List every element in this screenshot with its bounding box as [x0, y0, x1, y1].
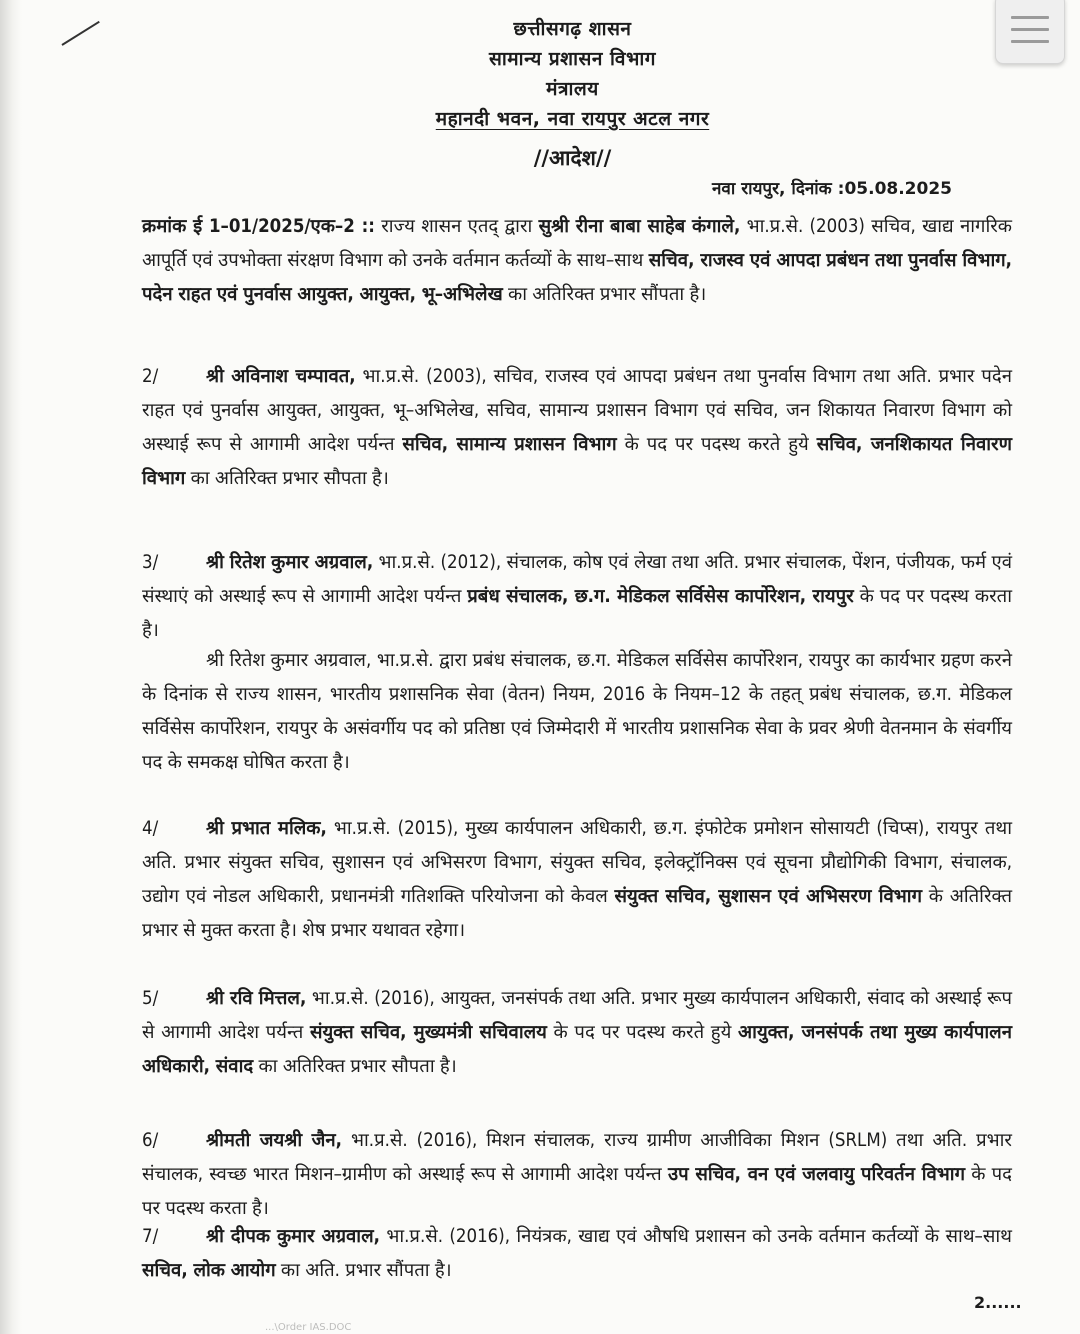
paragraph-3-continuation — [142, 644, 1012, 780]
officer-name: श्री रवि मित्तल, — [206, 988, 307, 1009]
paragraph-text: भा.प्र.से. (2003), सचिव, राजस्व एवं आपदा प्रबंधन तथा पुनर्वास विभाग तथा अति. प्रभार पदेन राहत एवं पुनर्वास आयुक्त, आयुक्त, भू–अभिलेख, सचिव, सामान्य प्रशासन विभाग एवं सचिव, जन शिकायत निवारण विभाग को अस्थाई रूप से आगामी आदेश पर्यन्त — [142, 366, 1012, 455]
paragraph-text: का अतिरिक्त प्रभार सौपता है। — [253, 1056, 457, 1077]
paragraph-text: भा.प्र.से. (2012), संचालक, कोष एवं लेखा तथा अति. प्रभार संचालक, पेंशन, पंजीयक, फर्म एवं संस्थाएं को अस्थाई रूप से आगामी आदेश पर्यन्त — [142, 552, 1012, 607]
paragraph-4 — [142, 812, 1012, 948]
document-header — [0, 14, 1080, 134]
paragraph-text: भा.प्र.से. (2016), आयुक्त, जनसंपर्क तथा अति. प्रभार मुख्य कार्यपालन अधिकारी, संवाद को अस्थाई रूप से आगामी आदेश पर्यन्त — [142, 988, 1012, 1043]
relieved-post: संयुक्त सचिव, सुशासन एवं अभिसरण विभाग — [614, 886, 922, 907]
ministry-name: मंत्रालय — [546, 78, 599, 100]
additional-charge: सचिव, लोक आयोग — [142, 1260, 276, 1281]
assigned-post: सचिव, राजस्व एवं आपदा प्रबंधन तथा पुनर्वास विभाग, पदेन राहत एवं पुनर्वास आयुक्त, आयुक्त, भू–अभिलेख — [142, 250, 1013, 305]
additional-charge: सचिव, जनशिकायत निवारण विभाग — [142, 434, 1012, 489]
date-line — [712, 176, 952, 199]
paragraph-7 — [142, 1220, 1012, 1288]
officer-name: श्री प्रभात मलिक, — [206, 818, 327, 839]
paragraph-number: 6/ — [142, 1130, 159, 1151]
officer-name: श्री दीपक कुमार अग्रवाल, — [206, 1226, 380, 1247]
paragraph-text: के पद पर पदस्थ करते हुये — [616, 434, 817, 455]
paragraph-text: के पद पर पदस्थ करते हुये — [546, 1022, 739, 1043]
assigned-post: संयुक्त सचिव, मुख्यमंत्री सचिवालय — [309, 1022, 547, 1043]
paragraph-text: भा.प्र.से. (2015), मुख्य कार्यपालन अधिकारी, छ.ग. इंफोटेक प्रमोशन सोसायटी (चिप्स), रायपुर तथा अति. प्रभार संयुक्त सचिव, सुशासन एवं अभिसरण विभाग, संयुक्त सचिव, इलेक्ट्रॉनिक्स एवं सूचना प्रौद्योगिकी विभाग, संचालक, उद्योग एवं नोडल अधिकारी, प्रधानमंत्री गतिशक्ति परियोजना को केवल — [142, 818, 1012, 907]
paragraph-number: 4/ — [142, 818, 159, 839]
paragraph-number: 5/ — [142, 988, 159, 1009]
paragraph-text: राज्य शासन एतद् द्वारा — [374, 216, 539, 237]
paragraph-text: का अतिरिक्त प्रभार सौंपता है। — [502, 284, 707, 305]
assigned-post: सचिव, सामान्य प्रशासन विभाग — [402, 434, 617, 455]
office-address: महानदी भवन, नवा रायपुर अटल नगर — [435, 108, 710, 130]
paragraph-6 — [142, 1124, 1012, 1226]
department-name: सामान्य प्रशासन विभाग — [489, 48, 656, 70]
paragraph-text: का अतिरिक्त प्रभार सौपता है। — [185, 468, 389, 489]
assigned-post: प्रबंध संचालक, छ.ग. मेडिकल सर्विसेस कार्पोरेशन, रायपुर — [467, 586, 854, 607]
order-date: 05.08.2025 — [844, 179, 952, 199]
page-continuation: 2...... — [974, 1293, 1022, 1312]
officer-name: सुश्री रीना बाबा साहेब कंगाले, — [538, 216, 741, 237]
officer-name: श्री रितेश कुमार अग्रवाल, — [206, 552, 374, 573]
paragraph-text: के पद पर पदस्थ करता है। — [142, 586, 1012, 641]
order-reference: क्रमांक ई 1–01/2025/एक–2 :: — [142, 216, 375, 237]
paragraph-number: 2/ — [142, 366, 159, 387]
page-edge-shadow — [0, 0, 22, 1334]
paragraph-text: भा.प्र.से. (2016), मिशन संचालक, राज्य ग्रामीण आजीविका मिशन (SRLM) तथा अति. प्रभार संचालक, स्वच्छ भारत मिशन–ग्रामीण को अस्थाई रूप से आगामी आदेश पर्यन्त — [142, 1130, 1012, 1185]
paragraph-text: भा.प्र.से. (2016), नियंत्रक, खाद्य एवं औषधि प्रशासन को उनके वर्तमान कर्तव्यों के साथ–साथ — [379, 1226, 1012, 1247]
order-title: //आदेश// — [533, 146, 612, 170]
date-label: नवा रायपुर, दिनांक : — [712, 179, 845, 199]
footer-file-path: ...\Order IAS.DOC — [265, 1322, 352, 1333]
paragraph-1 — [142, 210, 1012, 312]
paragraph-text: के अतिरिक्त प्रभार से मुक्त करता है। शेष प्रभार यथावत रहेगा। — [142, 886, 1012, 941]
paragraph-5 — [142, 982, 1012, 1084]
government-name: छत्तीसगढ़ शासन — [513, 18, 632, 40]
paragraph-number: 3/ — [142, 552, 159, 573]
paragraph-text: का अति. प्रभार सौंपता है। — [275, 1260, 452, 1281]
paragraph-text: श्री रितेश कुमार अग्रवाल, भा.प्र.से. द्वारा प्रबंध संचालक, छ.ग. मेडिकल सर्विसेस कार्पोरेशन, रायपुर का कार्यभार ग्रहण करने के दिनांक से राज्य शासन, भारतीय प्रशासनिक सेवा (वेतन) नियम, 2016 के नियम–12 के तहत् प्रबंध संचालक, छ.ग. मेडिकल सर्विसेस कार्पोरेशन, रायपुर के असंवर्गीय पद को प्रतिष्ठा एवं जिम्मेदारी में भारतीय प्रशासनिक सेवा के प्रवर श्रेणी वेतनमान के संवर्गीय पद के समकक्ष घोषित करता है। — [142, 650, 1012, 773]
paragraph-3 — [142, 546, 1012, 648]
paragraph-number: 7/ — [142, 1226, 159, 1247]
additional-charge: आयुक्त, जनसंपर्क तथा मुख्य कार्यपालन अधिकारी, संवाद — [142, 1022, 1012, 1077]
paragraph-text: भा.प्र.से. (2003) सचिव, खाद्य नागरिक आपूर्ति एवं उपभोक्ता संरक्षण विभाग को उनके वर्तमान कर्तव्यों के साथ–साथ — [142, 216, 1013, 271]
officer-name: श्रीमती जयश्री जैन, — [206, 1130, 342, 1151]
officer-name: श्री अविनाश चम्पावत, — [206, 366, 356, 387]
paragraph-2 — [142, 360, 1012, 496]
paragraph-text: के पद पर पदस्थ करता है। — [142, 1164, 1012, 1219]
assigned-post: उप सचिव, वन एवं जलवायु परिवर्तन विभाग — [667, 1164, 966, 1185]
